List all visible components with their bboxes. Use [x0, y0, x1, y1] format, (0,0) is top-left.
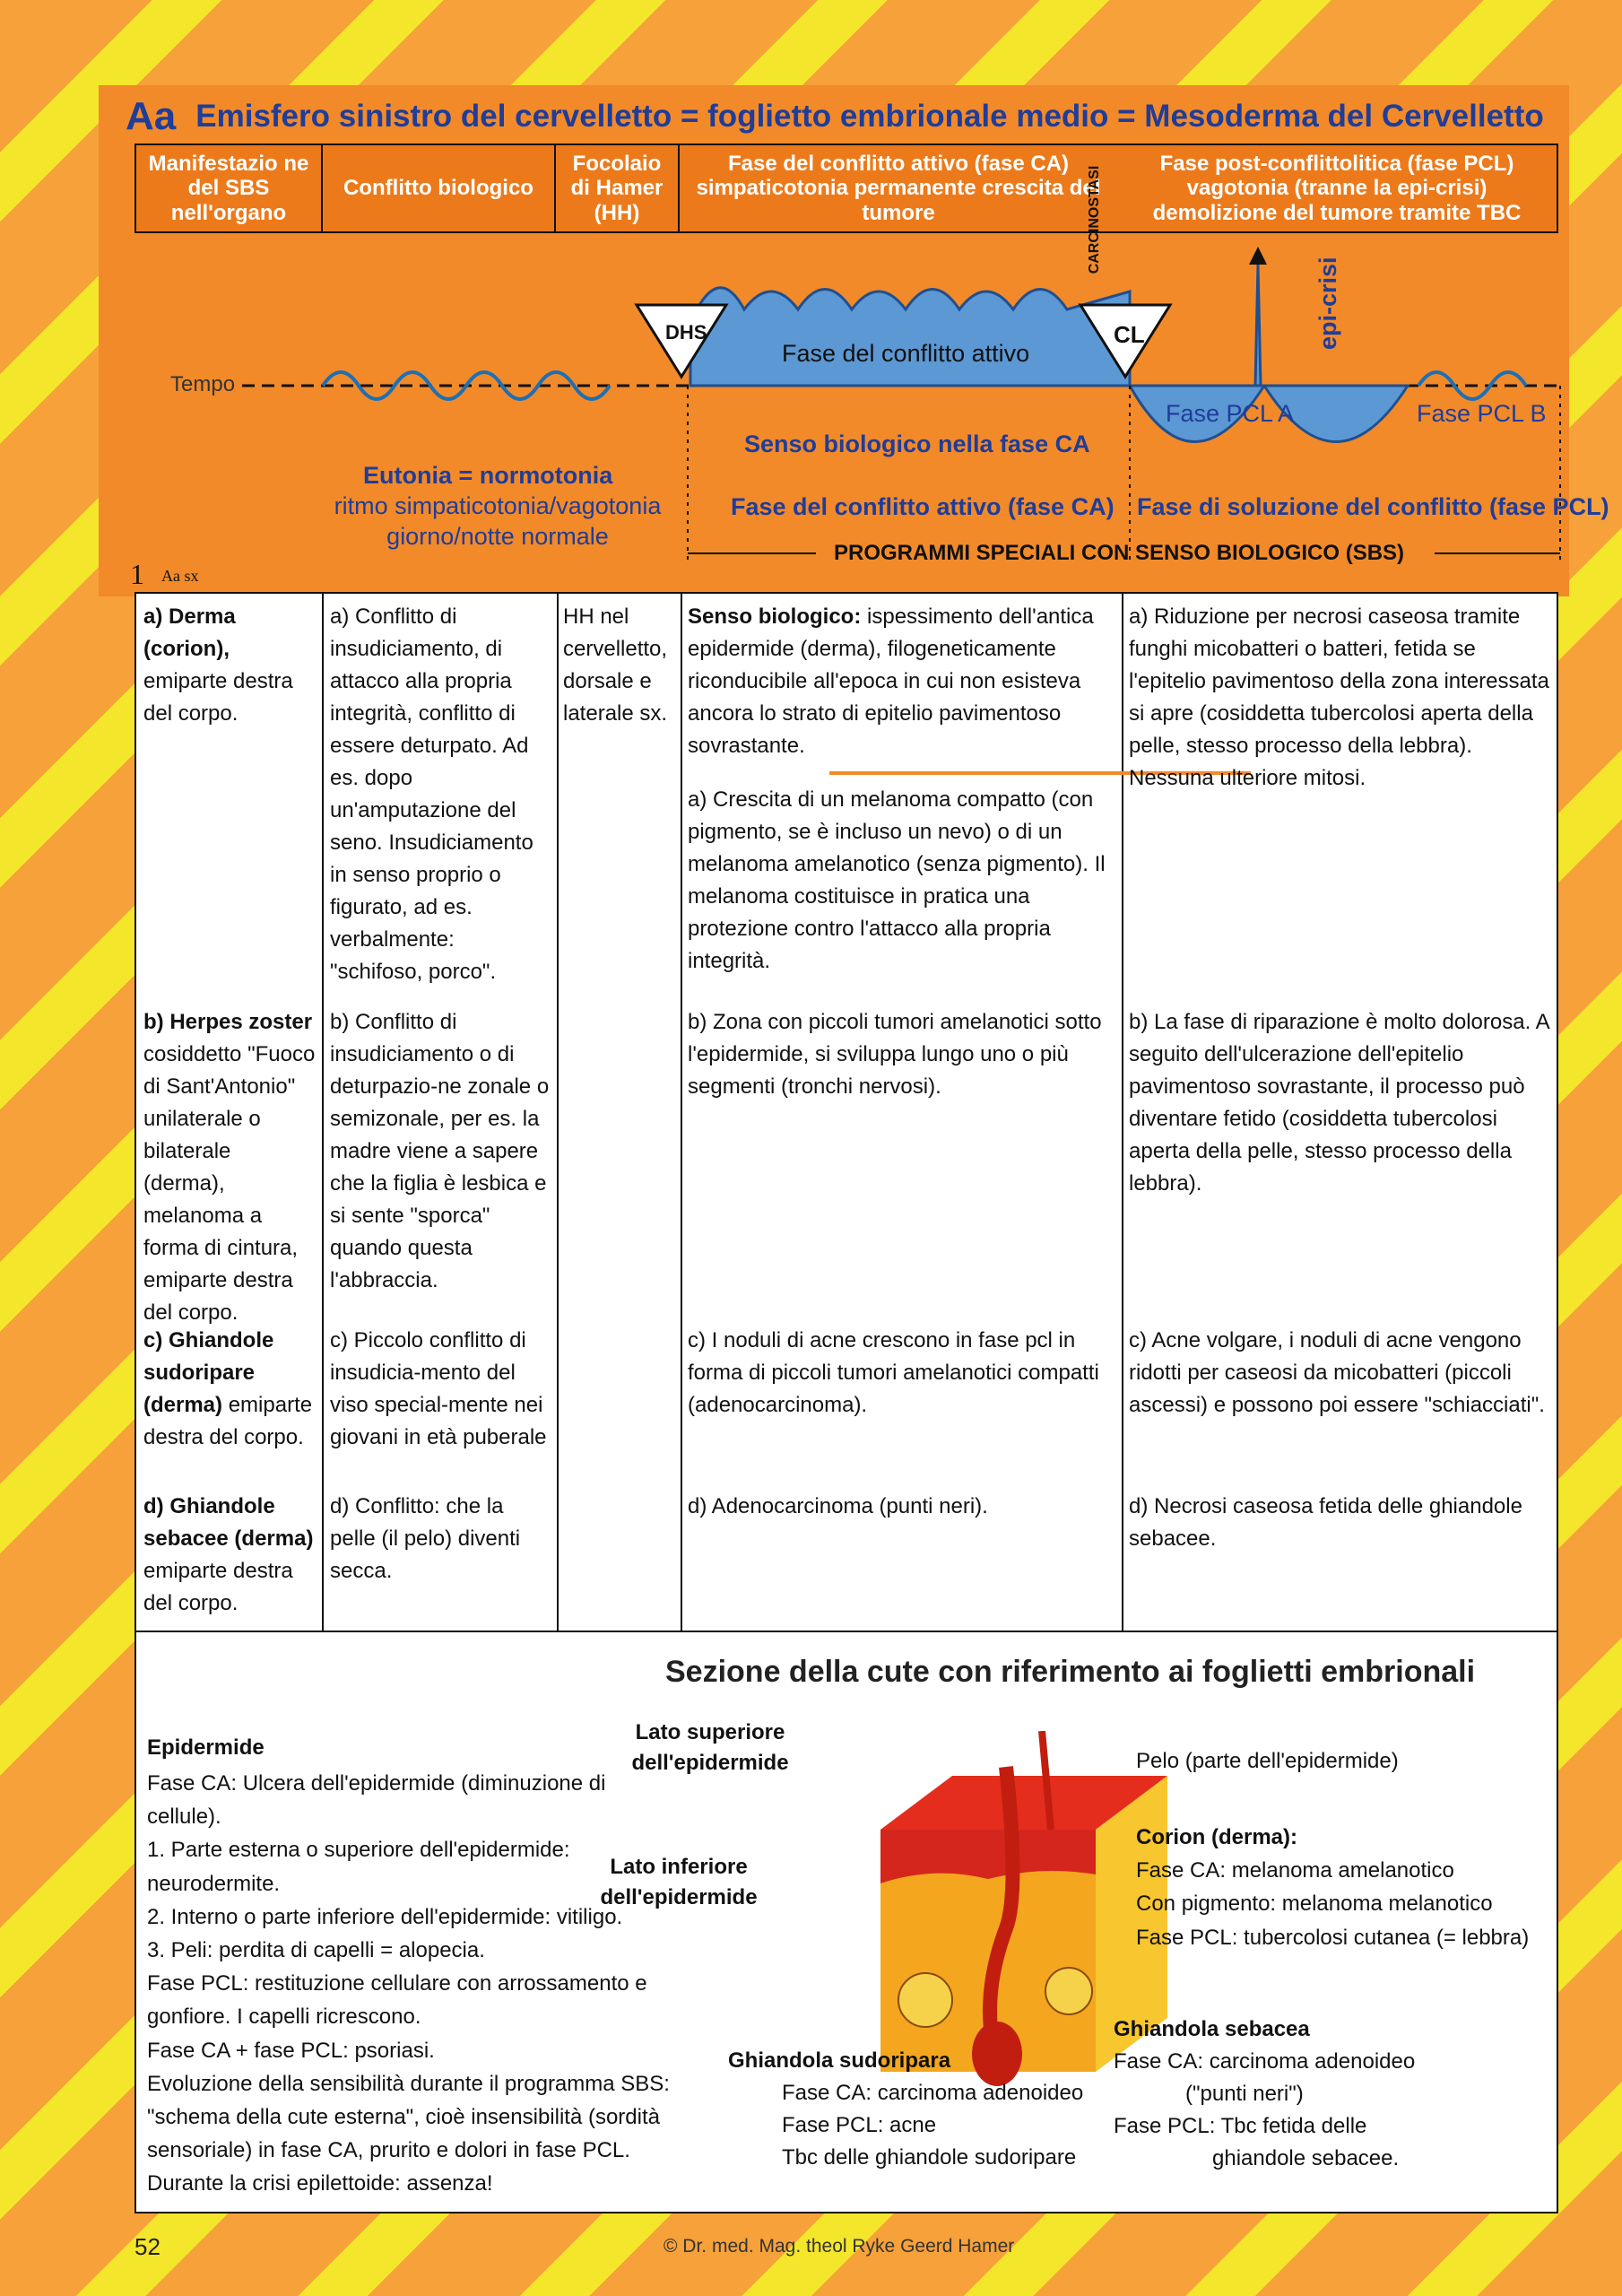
header-fase-pcl: Fase post-conflittolitica (fase PCL) vagotonia (tranne la epi-crisi) demolizione del tumore tramite TBC [1117, 144, 1558, 233]
header-focolaio: Focolaio di Hamer (HH) [554, 144, 680, 233]
eutonia-label: Eutonia = normotonia [363, 462, 613, 489]
title-text: Emisfero sinistro del cervelletto = foglietto embrionale medio = Mesoderma del Cervelletto [195, 99, 1544, 134]
sebacea-line-4: ghiandole sebacee. [1212, 2146, 1400, 2170]
row-b-conflitto: b) Conflitto di insudiciamento o di deturpazio-ne zonale o semizonale, per es. la madre viene a sapere che la figlia è lesbica e si sente "sporca" quando questa l'abbraccia. [330, 1010, 550, 1292]
row-d-fase-pcl: d) Necrosi caseosa fetida delle ghiandole sebacee. [1129, 1494, 1522, 1551]
sebacea-block [1114, 2013, 1415, 2175]
epicrisis-spike [1255, 265, 1261, 386]
corion-line-1: Fase CA: melanoma amelanotico [1136, 1858, 1454, 1883]
pcl-phase-label: Fase di soluzione del conflitto (fase PCL) [1137, 493, 1609, 520]
content-table [134, 592, 1558, 1632]
tempo-label: Tempo [170, 372, 236, 396]
row-b-fase-pcl: b) La fase di riparazione è molto dolorosa. A seguito dell'ulcerazione dell'epitelio pavimentoso sovrastante, il processo può diventare fetido (cosiddetta tubercolosi aperta della pelle, stesso processo della lebbra). [1129, 1010, 1549, 1196]
section-sub: Aa sx [161, 567, 199, 585]
sebaceous-gland [1045, 1968, 1092, 2014]
header-manifestazione: Manifestazio ne del SBS nell'organo [134, 144, 323, 233]
header-conflitto: Conflitto biologico [321, 144, 556, 233]
copyright: © Dr. med. Mag. theol Ryke Geerd Hamer [664, 2236, 1015, 2257]
ca-phase-label: Fase del conflitto attivo (fase CA) [731, 493, 1115, 520]
section-number: 1 [130, 558, 144, 590]
title-prefix: Aa [126, 94, 177, 138]
sweat-gland [898, 1973, 952, 2027]
corion-title: Corion (derma): [1136, 1825, 1297, 1849]
corion-line-2: Con pigmento: melanoma melanotico [1136, 1892, 1493, 1917]
lato-superiore-label: Lato superiore dell'epidermide [631, 1720, 789, 1775]
pcl-a-label: Fase PCL A [1166, 400, 1295, 427]
sudoripara-line-1: Fase CA: carcinoma adenoideo [782, 2081, 1084, 2105]
carcinostasi-label: CARCINOSTASI [1087, 165, 1102, 274]
row-d-fase-ca: d) Adenocarcinoma (punti neri). [688, 1494, 988, 1518]
epicrisis-arrow [1249, 247, 1267, 265]
epicrisi-label: epi-crisi [1314, 257, 1341, 350]
sudoripara-block [728, 2045, 1083, 2174]
skin-section-box [134, 1631, 1558, 2213]
programmi-label: PROGRAMMI SPECIALI CON SENSO BIOLOGICO (SBS) [834, 541, 1405, 565]
row-d-manifestazione: d) Ghiandole sebacee (derma) emiparte destra del corpo. [143, 1494, 314, 1615]
header-fase-ca: Fase del conflitto attivo (fase CA) simpaticotonia permanente crescita del tumore [678, 144, 1119, 233]
sudoripara-title: Ghiandola sudoripara [728, 2048, 951, 2073]
pelo-label: Pelo (parte dell'epidermide) [1136, 1749, 1399, 1773]
row-a-fase-ca: a) Crescita di un melanoma compatto (con pigmento, se è incluso un nevo) o di un melanoma amelanotico (senza pigmento). Il melanoma costituisce in pratica una protezione contro l'attacco alla propria integrità. [688, 787, 1106, 973]
page-number: 52 [134, 2233, 160, 2260]
epi-line-6: Fase CA + fase PCL: psoriasi. [147, 2038, 435, 2063]
row-a-senso: Senso biologico: ispessimento dell'antica epidermide (derma), filogeneticamente riconducibile all'epoca in cui non esisteva ancora lo strato di epitelio pavimentoso sovrastante. [688, 604, 1094, 758]
sebacea-line-1: Fase CA: carcinoma adenoideo [1114, 2049, 1416, 2074]
corion-line-3: Fase PCL: tubercolosi cutanea (= lebbra) [1136, 1925, 1530, 1950]
epi-line-5: Fase PCL: restituzione cellulare con arrossamento e gonfiore. I capelli ricrescono. [147, 1971, 647, 2030]
corion-block [1136, 1821, 1529, 1954]
epi-line-3: 2. Interno o parte inferiore dell'epidermide: vitiligo. [147, 1904, 623, 1929]
row-c-fase-ca: c) I noduli di acne crescono in fase pcl in forma di piccoli tumori amelanotici compatti (adenocarcinoma). [688, 1328, 1099, 1417]
epi-line-1: Fase CA: Ulcera dell'epidermide (diminuzione di cellule). [147, 1771, 606, 1830]
row-b-fase-ca: b) Zona con piccoli tumori amelanotici sotto l'epidermide, si sviluppa lungo uno o più segmenti (tronchi nervosi). [688, 1010, 1102, 1099]
sebacea-title: Ghiandola sebacea [1114, 2017, 1310, 2041]
sudoripara-line-3: Tbc delle ghiandole sudoripare [782, 2145, 1077, 2170]
epidermide-text [147, 1767, 685, 2200]
cl-label: CL [1114, 321, 1145, 348]
epi-line-2: 1. Parte esterna o superiore dell'epidermide: neurodermite. [147, 1838, 570, 1896]
active-phase-label: Fase del conflitto attivo [782, 340, 1030, 367]
active-phase-area [690, 288, 1130, 386]
row-c-conflitto: c) Piccolo conflitto di insudicia-mento del viso special-mente nei giovani in età puberale [330, 1328, 547, 1449]
table-col-3 [557, 594, 682, 1631]
dhs-label: DHS [665, 321, 707, 344]
sebacea-line-2: ("punti neri") [1185, 2082, 1304, 2106]
row-a-focolaio: HH nel cervelletto, dorsale e laterale sx. [563, 604, 668, 726]
giorno-label: giorno/notte normale [386, 523, 609, 550]
row-a-fase-pcl: a) Riduzione per necrosi caseosa tramite funghi micobatteri o batteri, fetida se l'epitelio pavimentoso della zona interessata si apre (cosiddetta tubercolosi aperta della pelle, stesso processo della lebbra). Nessuna ulteriore mitosi. [1129, 604, 1549, 790]
row-c-manifestazione: c) Ghiandole sudoripare (derma) emiparte destra del corpo. [143, 1328, 313, 1449]
pcl-b-label: Fase PCL B [1417, 400, 1547, 427]
epidermide-title: Epidermide [147, 1735, 265, 1760]
row-d-conflitto: d) Conflitto: che la pelle (il pelo) diventi secca. [330, 1494, 521, 1583]
epi-line-7: Evoluzione della sensibilità durante il programma SBS: "schema della cute esterna", cioè insensibilità (sordità sensoriale) in fase CA, prurito e dolori in fase PCL. Durante la crisi epilettoide: assenza! [147, 2071, 670, 2196]
row-a-conflitto: a) Conflitto di insudiciamento, di attacco alla propria integrità, conflitto di essere deturpato. Ad es. dopo un'amputazione del seno. Insudiciamento in senso proprio o figurato, ad es. verbalmente: "schifoso, porco". [330, 604, 533, 984]
ritmo-label: ritmo simpaticotonia/vagotonia [334, 492, 662, 519]
senso-label: Senso biologico nella fase CA [744, 430, 1090, 457]
epi-line-4: 3. Peli: perdita di capelli = alopecia. [147, 1937, 485, 1962]
row-a-manifestazione: a) Derma (corion), emiparte destra del corpo. [143, 604, 293, 726]
lato-inferiore-label: Lato inferiore dell'epidermide [600, 1855, 758, 1909]
sebacea-line-3: Fase PCL: Tbc fetida delle [1114, 2114, 1367, 2138]
row-b-manifestazione: b) Herpes zoster cosiddetto "Fuoco di Sant'Antonio" unilaterale o bilaterale (derma), melanoma a forma di cintura, emiparte destra del corpo. [143, 1010, 316, 1325]
page-title [126, 90, 1560, 144]
skin-section-heading: Sezione della cute con riferimento ai foglietti embrionali [665, 1655, 1476, 1689]
row-c-fase-pcl: c) Acne volgare, i noduli di acne vengono ridotti per caseosi da micobatteri (piccoli ascessi) e possono poi essere "schiacciati". [1129, 1328, 1545, 1417]
sudoripara-line-2: Fase PCL: acne [782, 2113, 937, 2137]
